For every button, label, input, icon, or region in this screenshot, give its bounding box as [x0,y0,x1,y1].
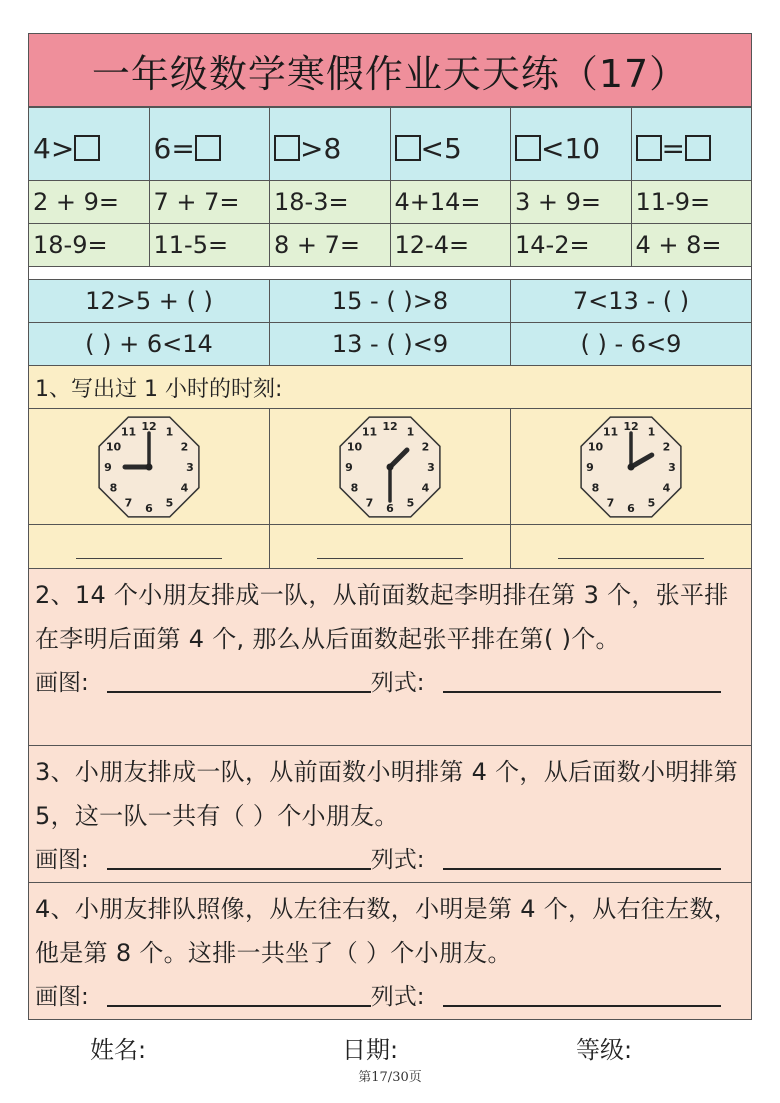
clock-numeral: 2 [421,440,430,453]
draw-answer-line[interactable] [107,1005,371,1007]
compare-cell-5: <10 [511,108,632,180]
fill-cell: ( ) - 6<9 [580,330,682,358]
answer-line[interactable] [317,558,463,559]
clock-numeral: 12 [382,419,398,433]
name-label: 姓名: [90,1036,147,1064]
clock-numeral: 11 [361,424,378,438]
fill-row-1 [29,280,751,323]
calc-row-1 [29,181,751,224]
clock-numeral: 11 [602,424,619,438]
clock-numeral: 5 [647,496,656,510]
answer-box[interactable] [685,135,711,161]
formula-answer-line[interactable] [443,868,721,870]
clock-answer-row [29,525,751,569]
draw-label: 画图: [35,984,89,1010]
fill-cell: 7<13 - ( ) [572,287,690,315]
clock-numeral: 9 [586,460,594,474]
page-number: 第17/30页 [358,1070,422,1085]
worksheet [28,33,752,1020]
clock-numeral: 10 [587,440,604,453]
clock-numeral: 10 [105,440,122,453]
calc-cell: 4 + 8= [635,231,722,259]
draw-label: 画图: [35,670,89,696]
grade-label: 等级: [576,1036,633,1064]
calc-cell: 18-3= [270,181,391,223]
formula-label: 列式: [370,984,425,1010]
clock-cell [29,409,270,524]
clock-numeral: 8 [591,481,600,494]
clock-icon [575,411,687,523]
formula-answer-line[interactable] [443,691,721,693]
clock-numeral: 12 [141,419,157,433]
clock-numeral: 2 [180,440,189,453]
question-3-text: 3、小朋友排成一队，从前面数小明排第 4 个，从后面数小明排第 5，这一队一共有（ ）个小朋友。 [35,758,739,830]
question-4 [29,883,751,1019]
answer-box[interactable] [74,135,100,161]
answer-lines [35,838,745,880]
footer [0,1030,780,1064]
formula-label: 列式: [370,847,425,873]
clock-row [29,409,751,525]
fill-cell: 12>5 + ( ) [29,280,270,322]
answer-box[interactable] [195,135,221,161]
calc-cell: 11-5= [150,224,271,266]
draw-answer-line[interactable] [107,691,371,693]
compare-cell-3: >8 [270,108,391,180]
clock-numeral: 9 [345,460,353,474]
clock-center [146,463,153,470]
compare-cell-2: 6= [150,108,271,180]
draw-label: 画图: [35,847,89,873]
question-3 [29,746,751,883]
compare-row [29,108,751,181]
calc-cell: 2 + 9= [29,181,150,223]
fill-cell: 13 - ( )<9 [270,323,511,365]
answer-lines [35,661,745,703]
draw-answer-line[interactable] [107,868,371,870]
clock-answer-cell [511,525,751,568]
clock-numeral: 12 [623,419,639,433]
clock-numeral: 5 [406,496,415,510]
clock-numeral: 1 [647,424,656,438]
calc-cell: 8 + 7= [270,224,391,266]
calc-row-2 [29,224,751,267]
fill-cell: 15 - ( )>8 [270,280,511,322]
clock-icon [334,411,446,523]
clock-center [387,463,394,470]
calc-cell: 7 + 7= [150,181,271,223]
clock-numeral: 5 [165,496,174,510]
answer-box[interactable] [636,135,662,161]
clock-numeral: 4 [180,481,189,494]
question-4-text: 4、小朋友排队照像，从左往右数，小明是第 4 个，从右往左数，他是第 8 个。这排一共坐了（ ）个小朋友。 [35,895,739,967]
compare-cell-6: = [632,108,752,180]
clock-numeral: 6 [145,501,153,515]
fill-cell: ( ) + 6<14 [29,323,270,365]
clock-numeral: 3 [186,460,194,474]
clock-numeral: 3 [668,460,676,474]
formula-answer-line[interactable] [443,1005,721,1007]
clock-numeral: 1 [165,424,174,438]
clock-cell [270,409,511,524]
clock-answer-cell [270,525,511,568]
answer-lines [35,975,745,1017]
calc-cell: 3 + 9= [511,181,632,223]
clock-center [628,463,635,470]
compare-cell-1: 4> [29,108,150,180]
compare-cell-4: <5 [391,108,512,180]
clock-numeral: 3 [427,460,435,474]
clock-numeral: 2 [662,440,671,453]
question-2 [29,569,751,746]
formula-label: 列式: [370,670,425,696]
clock-numeral: 8 [109,481,118,494]
calc-cell: 4+14= [391,181,512,223]
clock-numeral: 7 [124,496,133,510]
fill-row-2 [29,323,751,366]
answer-line[interactable] [558,558,704,559]
clock-cell [511,409,751,524]
calc-cell: 18-9= [29,224,150,266]
answer-box[interactable] [395,135,421,161]
clock-icon [93,411,205,523]
clock-numeral: 7 [365,496,374,510]
answer-box[interactable] [515,135,541,161]
answer-box[interactable] [274,135,300,161]
clock-numeral: 4 [421,481,430,494]
worksheet-title: 一年级数学寒假作业天天练（17） [29,34,751,106]
clock-numeral: 1 [406,424,415,438]
calc-cell: 14-2= [511,224,632,266]
clock-numeral: 8 [350,481,359,494]
calc-cell: 11-9= [635,188,711,216]
calc-cell: 12-4= [391,224,512,266]
date-label: 日期: [342,1036,399,1064]
question-2-text: 2、14 个小朋友排成一队，从前面数起李明排在第 3 个，张平排在李明后面第 4 个, 那么从后面数起张平排在第( )个。 [35,581,729,653]
clock-numeral: 11 [120,424,137,438]
clock-answer-cell [29,525,270,568]
answer-line[interactable] [76,558,222,559]
clock-numeral: 9 [104,460,112,474]
clock-numeral: 6 [627,501,635,515]
clock-numeral: 6 [386,501,394,515]
clock-numeral: 7 [606,496,615,510]
question-1-heading: 1、写出过 1 小时的时刻: [29,366,751,409]
spacer [29,267,751,280]
clock-numeral: 10 [346,440,363,453]
clock-numeral: 4 [662,481,671,494]
